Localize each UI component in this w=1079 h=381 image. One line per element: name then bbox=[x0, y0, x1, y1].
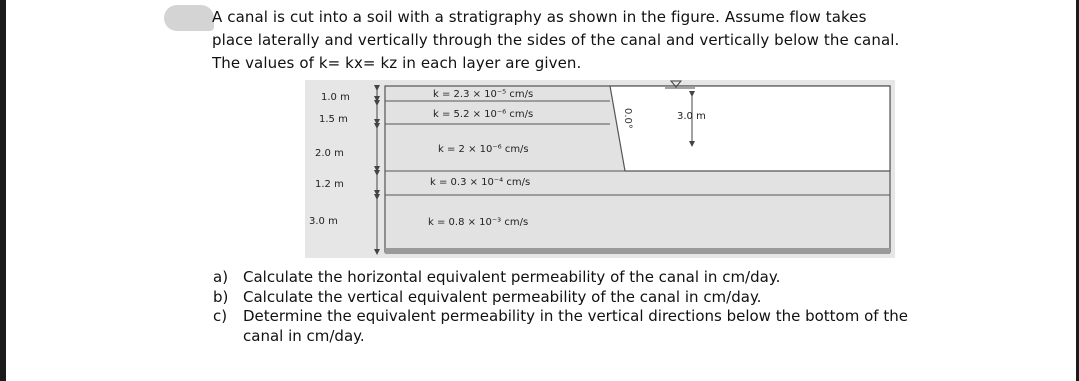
layer-1-permeability: k = 2.3 × 10⁻⁵ cm/s bbox=[433, 89, 534, 100]
problem-line-2: place laterally and vertically through the sides of the canal and vertically below the canal. bbox=[212, 31, 900, 49]
layer-1-thickness: 1.0 m bbox=[321, 92, 350, 103]
redacted-avatar bbox=[164, 5, 214, 31]
bedrock-hatch bbox=[385, 248, 890, 254]
question-a bbox=[213, 268, 953, 288]
question-a-letter: a) bbox=[213, 268, 229, 286]
canal-depth-label: 3.0 m bbox=[677, 111, 706, 122]
problem-line-1: A canal is cut into a soil with a stratigraphy as shown in the figure. Assume flow takes bbox=[212, 8, 867, 26]
layer-4-thickness: 1.2 m bbox=[315, 179, 344, 190]
question-b-text: Calculate the vertical equivalent permeability of the canal in cm/day. bbox=[243, 287, 762, 306]
question-b bbox=[213, 288, 953, 308]
question-c bbox=[213, 307, 953, 346]
problem-line-3: The values of k= kx= kz in each layer are given. bbox=[212, 54, 582, 72]
layer-5-thickness: 3.0 m bbox=[309, 216, 338, 227]
left-border bbox=[0, 0, 6, 381]
layer-3-thickness: 2.0 m bbox=[315, 148, 344, 159]
question-b-letter: b) bbox=[213, 287, 229, 306]
side-annotation: 0.0° bbox=[622, 108, 633, 129]
question-a-text: Calculate the horizontal equivalent permeability of the canal in cm/day. bbox=[243, 268, 781, 286]
layer-2-permeability: k = 5.2 × 10⁻⁶ cm/s bbox=[433, 109, 534, 120]
stratigraphy-figure bbox=[305, 80, 895, 258]
canal-cut bbox=[610, 86, 890, 171]
layer-4-permeability: k = 0.3 × 10⁻⁴ cm/s bbox=[430, 177, 531, 188]
question-c-letter: c) bbox=[213, 307, 228, 325]
question-c-text: Determine the equivalent permeability in the vertical directions below the bottom of the canal in cm/day. bbox=[243, 307, 908, 345]
problem-statement bbox=[212, 6, 952, 75]
layer-2-thickness: 1.5 m bbox=[319, 114, 348, 125]
questions-list bbox=[213, 268, 953, 346]
layer-3-permeability: k = 2 × 10⁻⁶ cm/s bbox=[438, 144, 529, 155]
layer-5-permeability: k = 0.8 × 10⁻³ cm/s bbox=[428, 217, 529, 228]
